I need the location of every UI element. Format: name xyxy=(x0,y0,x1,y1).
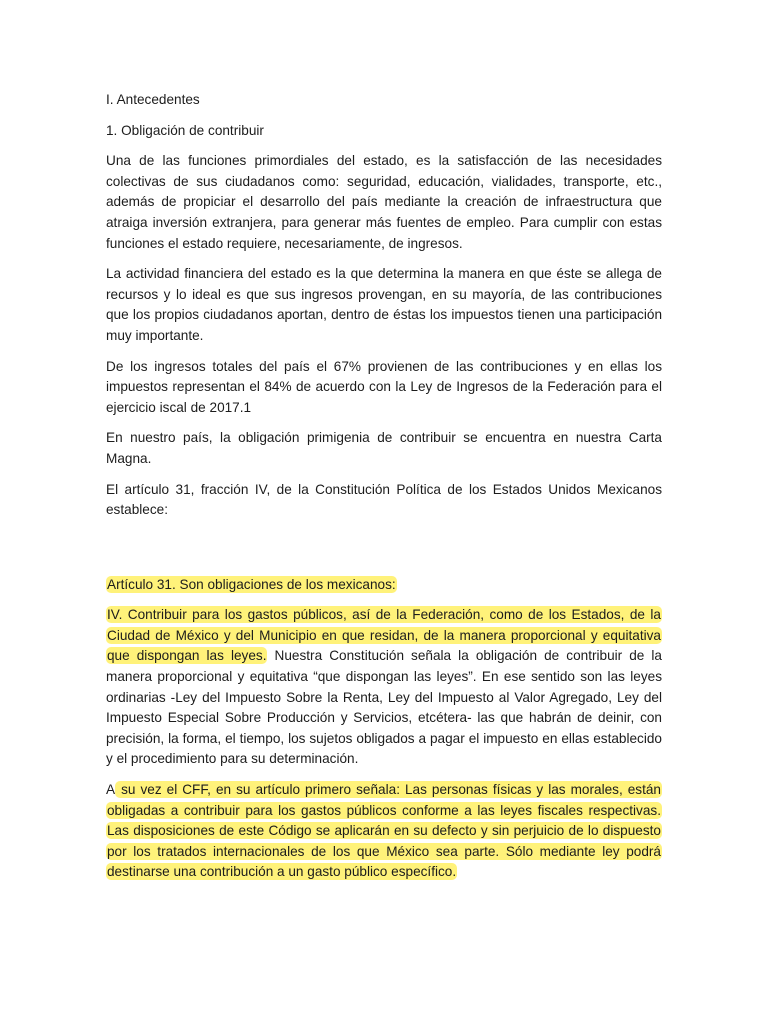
subsection-heading: 1. Obligación de contribuir xyxy=(106,122,264,138)
section-heading: I. Antecedentes xyxy=(106,92,200,107)
cff-paragraph xyxy=(106,780,662,883)
article-31-fraction-paragraph xyxy=(106,605,662,770)
paragraph-income-stats: De los ingresos totales del país el 67% provienen de las contribuciones y en ellas los impuestos representan el 84% de acuerdo con la Ley de Ingresos de la Federación para el ejercicio iscal de 2017.1 xyxy=(106,358,662,415)
cff-prefix: A xyxy=(106,782,116,798)
paragraph-carta-magna: En nuestro país, la obligación primigenia de contribuir se encuentra en nuestra Carta Magna. xyxy=(106,430,662,466)
highlight-cff-article: su vez el CFF, en su artículo primero señala: Las personas físicas y las morales, están obligadas a contribuir para los gastos públicos conforme a las leyes fiscales respectivas. Las disposiciones de este Código se aplicarán en su defecto y sin perjuicio de lo dispuesto por los tratados internacionales de los que México sea parte. Sólo mediante ley podrá destinarse una contribución a un gasto público específico. xyxy=(107,782,661,880)
highlight-fraction-iv: IV. Contribuir para los gastos públicos, así de la Federación, como de los Estados, de la Ciudad de México y del Municipio en que residan, de la manera proporcional y equitativa que dispongan las leyes. xyxy=(107,607,661,664)
article-commentary: Nuestra Constitución señala la obligación de contribuir de la manera proporcional y equitativa “que dispongan las leyes”. En ese sentido son las leyes ordinarias -Ley del Impuesto Sobre la Renta, Ley del Impuesto al Valor Agregado, Ley del Impuesto Especial Sobre Producción y Servicios, etcétera- las que habrán de deinir, con precisión, la forma, el tiempo, los sujetos obligados a pagar el impuesto en ellas establecido y el procedimiento para su determinación. xyxy=(106,648,662,767)
paragraph-financial-activity: La actividad financiera del estado es la que determina la manera en que éste se allega de recursos y lo ideal es que sus ingresos provengan, en su mayoría, de las contribuciones que los propios ciudadanos aportan, dentro de éstas los impuestos tienen una participación muy importante. xyxy=(106,266,662,343)
article-31-title xyxy=(106,575,662,596)
paragraph-article-intro: El artículo 31, fracción IV, de la Constitución Política de los Estados Unidos Mexicanos establece: xyxy=(106,481,662,518)
document-page xyxy=(106,90,662,893)
spacer xyxy=(106,531,662,575)
paragraph-functions: Una de las funciones primordiales del estado, es la satisfacción de las necesidades colectivas de sus ciudadanos como: seguridad, educación, vialidades, transporte, etc., además de propiciar el desarrollo del país mediante la creación de infraestructura que atraiga inversión extranjera, para generar más fuentes de empleo. Para cumplir con estas funciones el estado requiere, necesariamente, de ingresos. xyxy=(106,153,662,251)
highlight-article-title: Artículo 31. Son obligaciones de los mexicanos: xyxy=(107,576,396,592)
